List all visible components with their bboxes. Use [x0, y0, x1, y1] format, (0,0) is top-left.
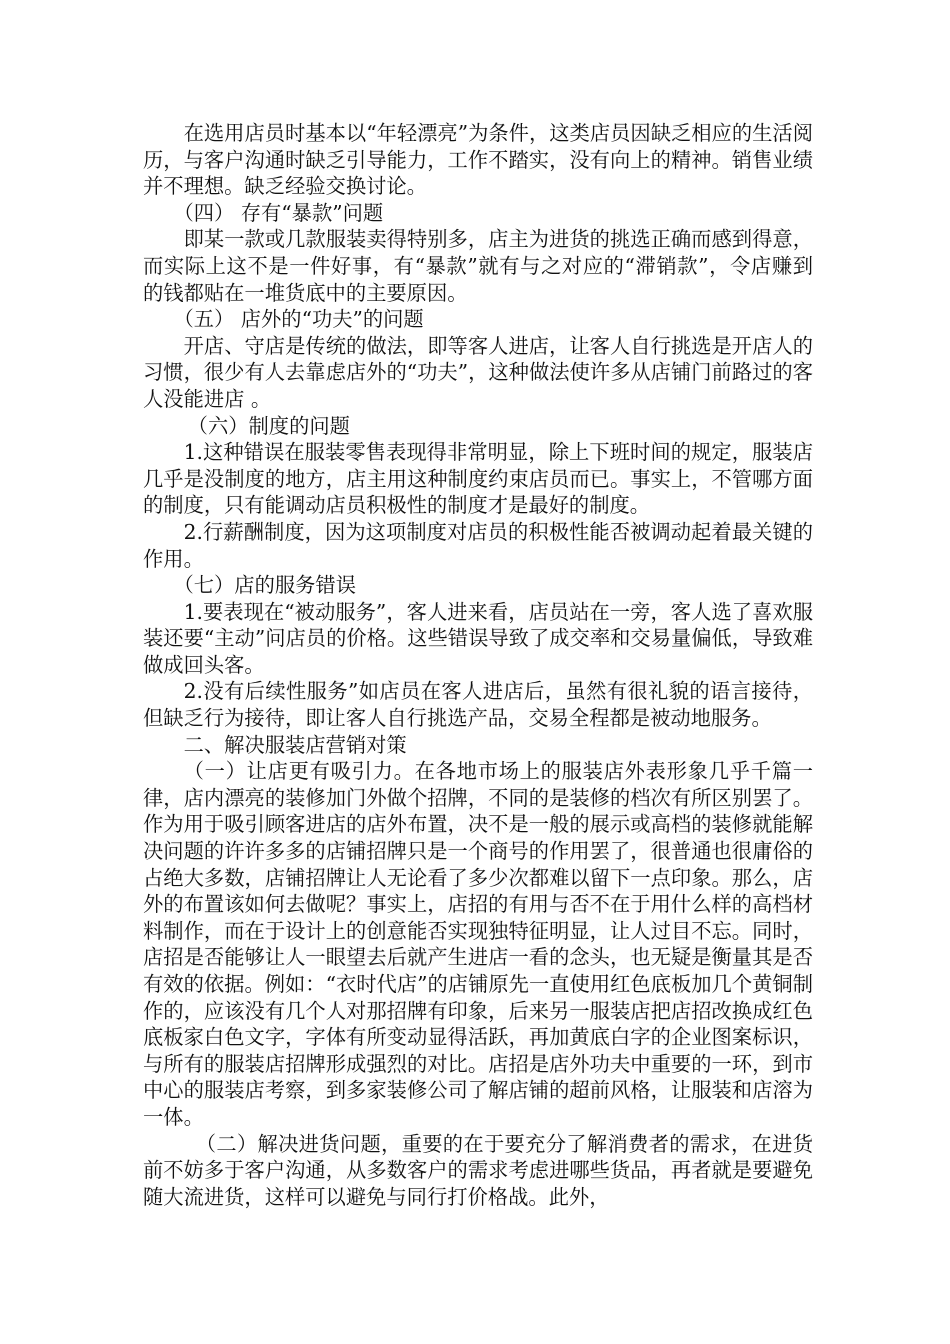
section-heading-7: （七）店的服务错误 — [173, 573, 356, 598]
document-page — [143, 120, 813, 1210]
section-heading-solutions: 二、解决服装店营销对策 — [183, 732, 407, 757]
paragraph-rules-1: 1.这种错误在服装零售表现得非常明显，除上下班时间的规定，服装店几乎是没制度的地方，店主用这种制度约束店员而已。事实上，不管哪方面的制度，只有能调动店员积极性的制度才是最好的制度。 — [143, 440, 813, 518]
paragraph-staff-selection: 在选用店员时基本以“年轻漂亮”为条件，这类店员因缺乏相应的生活阅历，与客户沟通时缺乏引导能力，工作不踏实，没有向上的精神。销售业绩并不理想。缺乏经验交换讨论。 — [143, 121, 813, 199]
section-heading-4: （四） 存有“暴款”问题 — [173, 200, 384, 225]
paragraph-attractiveness: （一）让店更有吸引力。在各地市场上的服装店外表形象几乎千篇一律，店内漂亮的装修加门外做个招牌，不同的是装修的档次有所区别罢了。作为用于吸引顾客进店的店外布置，决不是一般的展示或高档的装修就能解决问题的许许多多的店铺招牌只是一个商号的作用罢了，很普通也很庸俗的占绝大多数，店铺招牌让人无论看了多少次都难以留下一点印象。那么，店外的布置该如何去做呢？事实上，店招的有用与否不在于用什么样的高档材料制作，而在于设计上的创意能否实现独特征明显，让人过目不忘。同时，店招是否能够让人一眼望去后就产生进店一看的念头，也无疑是衡量其是否有效的依据。例如：“衣时代店”的店铺原先一直使用红色底板加几个黄铜制作的，应该没有几个人对那招牌有印象，后来另一服装店把店招改换成红色底板家白色文字，字体有所变动显得活跃，再加黄底白字的企业图案标识，与所有的服装店招牌形成强烈的对比。店招是店外功夫中重要的一环，到市中心的服装店考察，到多家装修公司了解店铺的超前风格，让服装和店溶为一体。 — [143, 759, 813, 1129]
section-heading-6: （六）制度的问题 — [187, 413, 350, 438]
section-heading-5: （五） 店外的“功夫”的问题 — [173, 307, 424, 332]
paragraph-rules-2: 2.行薪酬制度，因为这项制度对店员的积极性能否被调动起着最关键的作用。 — [143, 519, 813, 571]
paragraph-service-1: 1.要表现在“被动服务”，客人进来看，店员站在一旁，客人选了喜欢服装还要“主动”问店员的价格。这些错误导致了成交率和交易量偏低，导致难做成回头客。 — [143, 599, 813, 677]
paragraph-outside-effort: 开店、守店是传统的做法，即等客人进店，让客人自行挑选是开店人的习惯，很少有人去靠虑店外的“功夫”，这种做法使许多从店铺门前路过的客人没能进店 。 — [143, 333, 813, 411]
paragraph-service-2: 2.没有后续性服务”如店员在客人进店后，虽然有很礼貌的语言接待，但缺乏行为接待，即让客人自行挑选产品，交易全程都是被动地服务。 — [143, 679, 813, 731]
paragraph-hot-items: 即某一款或几款服装卖得特别多，店主为进货的挑选正确而感到得意，而实际上这不是一件好事，有“暴款”就有与之对应的“滞销款”，令店赚到的钱都贴在一堆货底中的主要原因。 — [143, 227, 813, 305]
paragraph-purchasing: （二）解决进货问题，重要的在于要充分了解消费者的需求，在进货前不妨多于客户沟通，从多数客户的需求考虑进哪些货品，再者就是要避免随大流进货，这样可以避免与同行打价格战。此外， — [143, 1131, 813, 1209]
